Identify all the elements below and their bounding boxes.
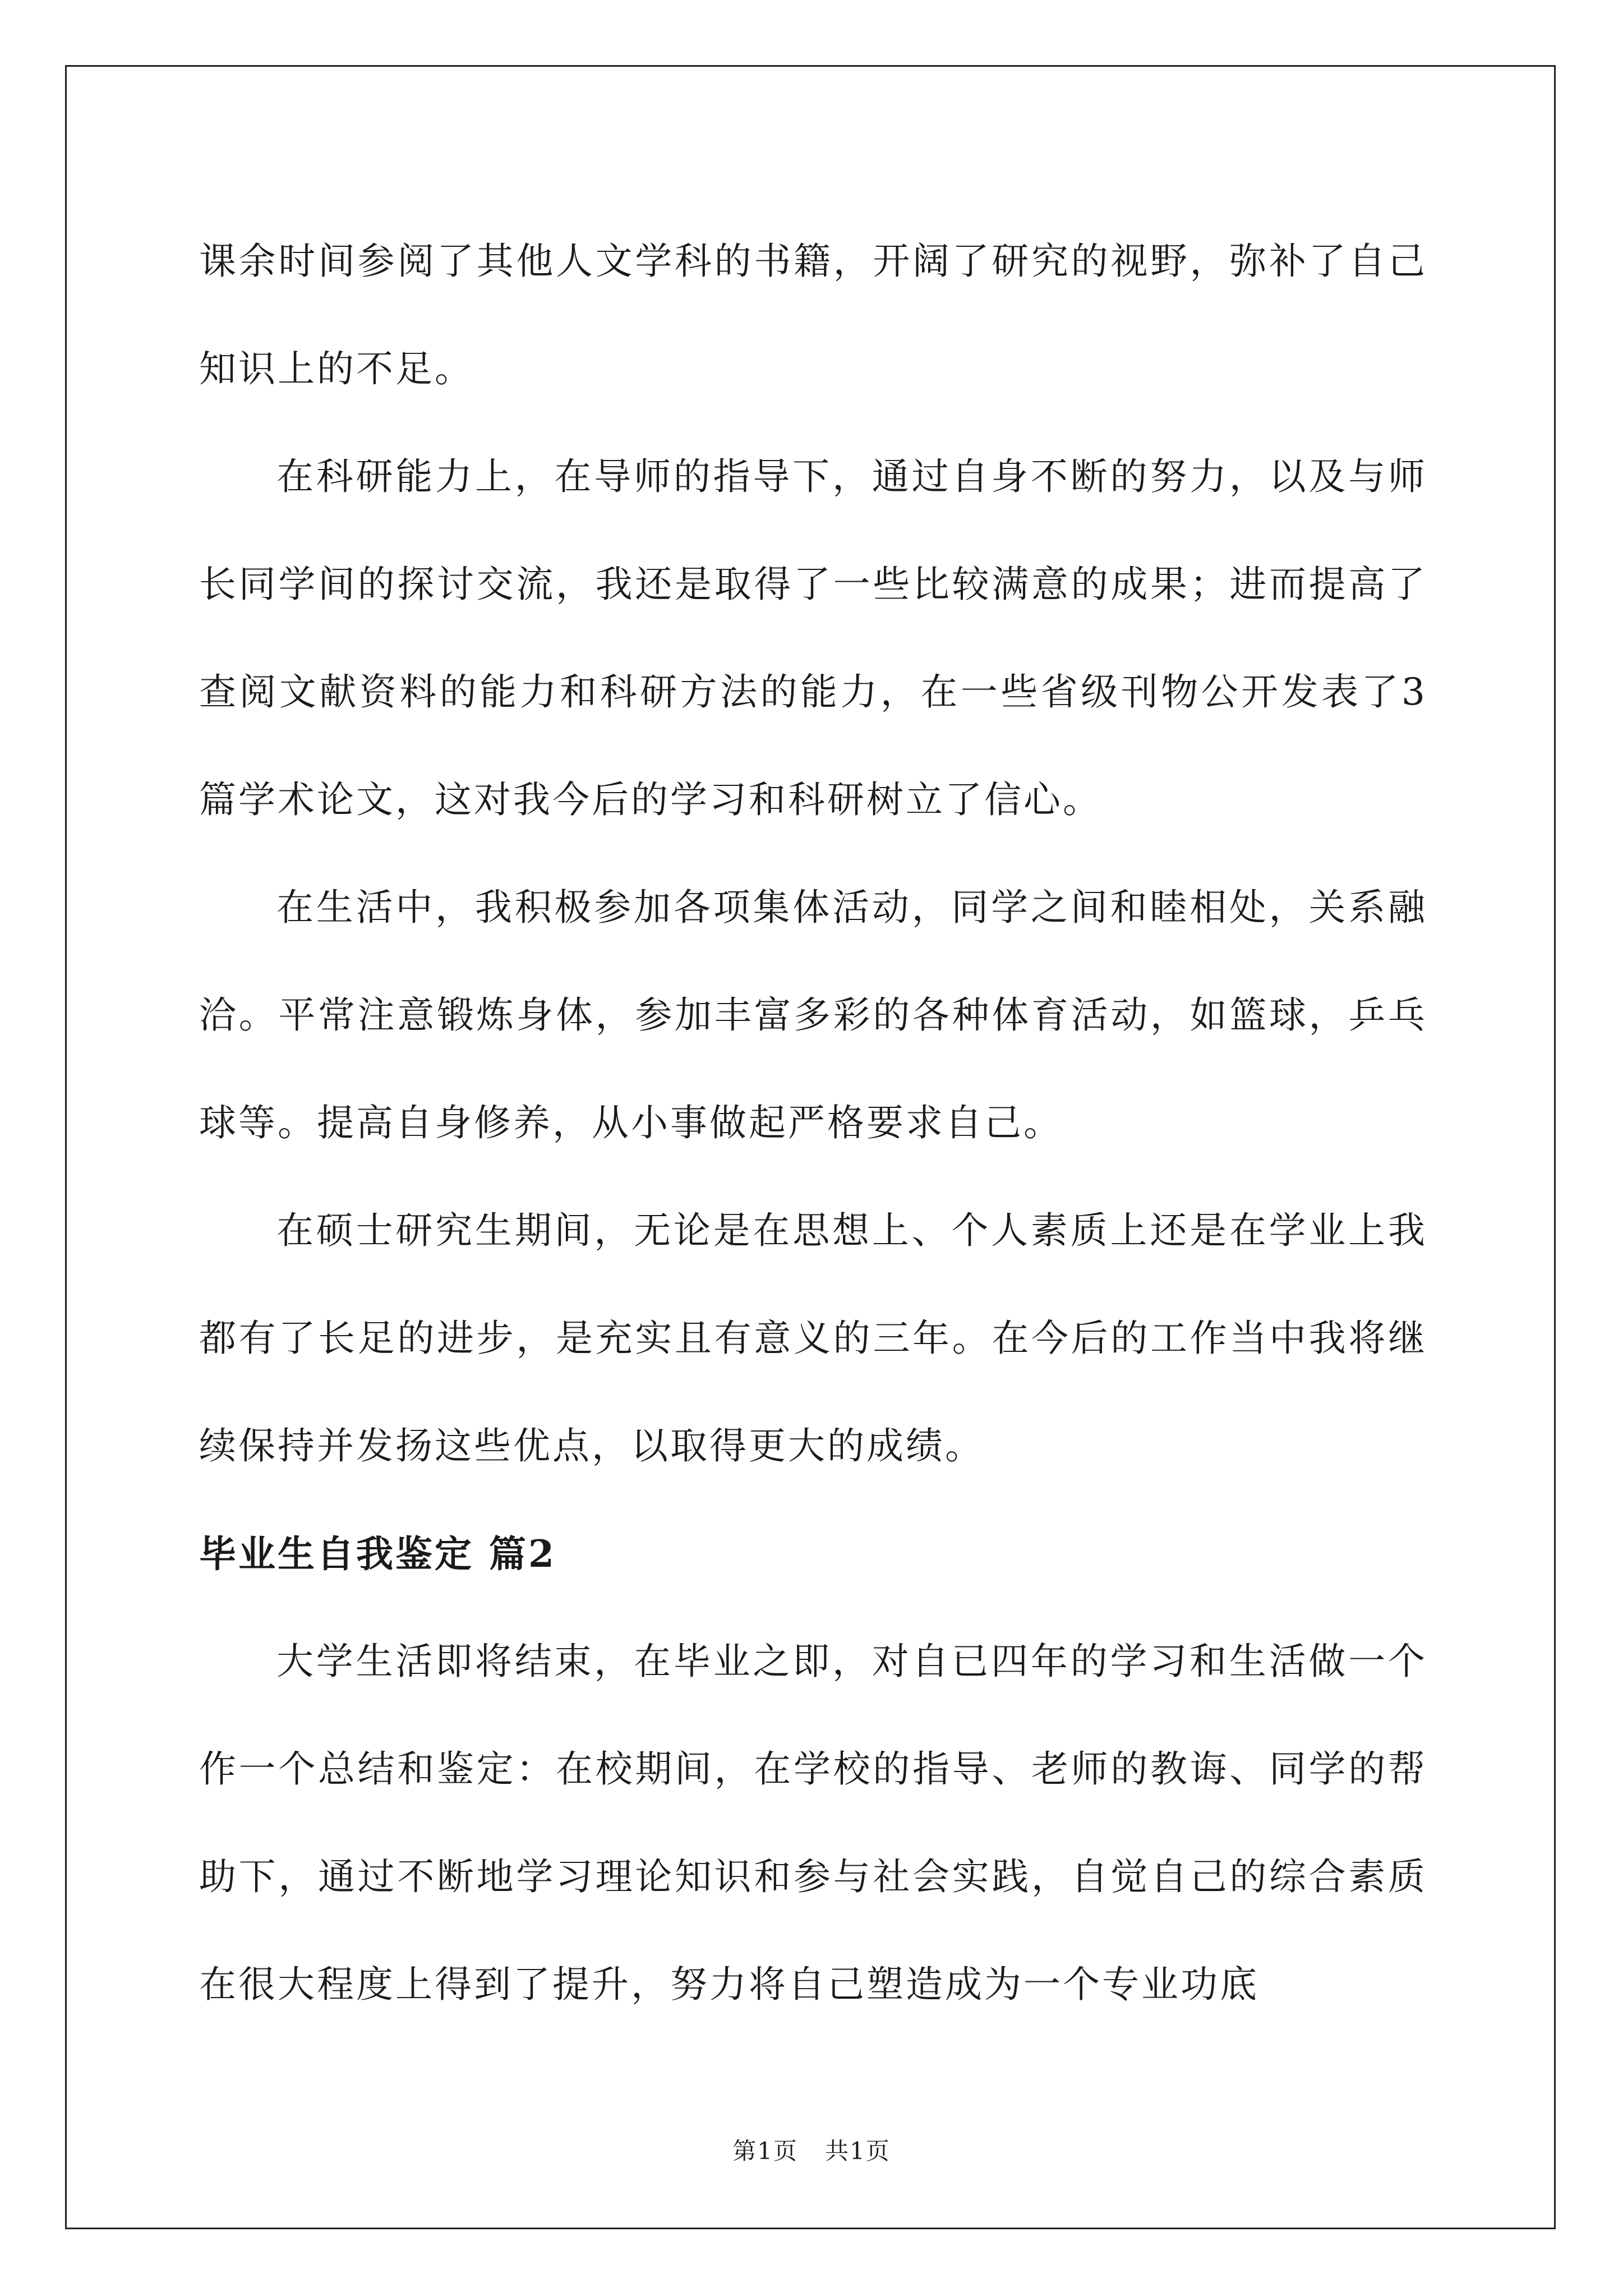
page-number: 第1页: [732, 2137, 798, 2165]
paragraph-4: 在硕士研究生期间，无论是在思想上、个人素质上还是在学业上我都有了长足的进步，是充实且有意义的三年。在今后的工作当中我将继续保持并发扬这些优点，以取得更大的成绩。: [199, 1209, 1427, 1467]
paragraph-2: 在科研能力上，在导师的指导下，通过自身不断的努力，以及与师长同学间的探讨交流，我还是取得了一些比较满意的成果；进而提高了查阅文献资料的能力和科研方法的能力，在一些省级刊物公开发表了3篇学术论文，这对我今后的学习和科研树立了信心。: [199, 455, 1427, 821]
page-total: 共1页: [825, 2137, 891, 2165]
document-body: [199, 208, 1427, 2039]
section-heading: 毕业生自我鉴定 篇2: [199, 1532, 556, 1576]
paragraph-1: 课余时间参阅了其他人文学科的书籍，开阔了研究的视野，弥补了自己知识上的不足。: [199, 240, 1427, 390]
page-footer: [0, 2134, 1623, 2168]
section-paragraph-1: 大学生活即将结束，在毕业之即，对自已四年的学习和生活做一个作一个总结和鉴定：在校期间，在学校的指导、老师的教诲、同学的帮助下，通过不断地学习理论知识和参与社会实践，自觉自己的综合素质在很大程度上得到了提升，努力将自己塑造成为一个专业功底: [199, 1640, 1427, 2006]
paragraph-3: 在生活中，我积极参加各项集体活动，同学之间和睦相处，关系融洽。平常注意锻炼身体，参加丰富多彩的各种体育活动，如篮球，乒乓球等。提高自身修养，从小事做起严格要求自己。: [199, 886, 1427, 1144]
